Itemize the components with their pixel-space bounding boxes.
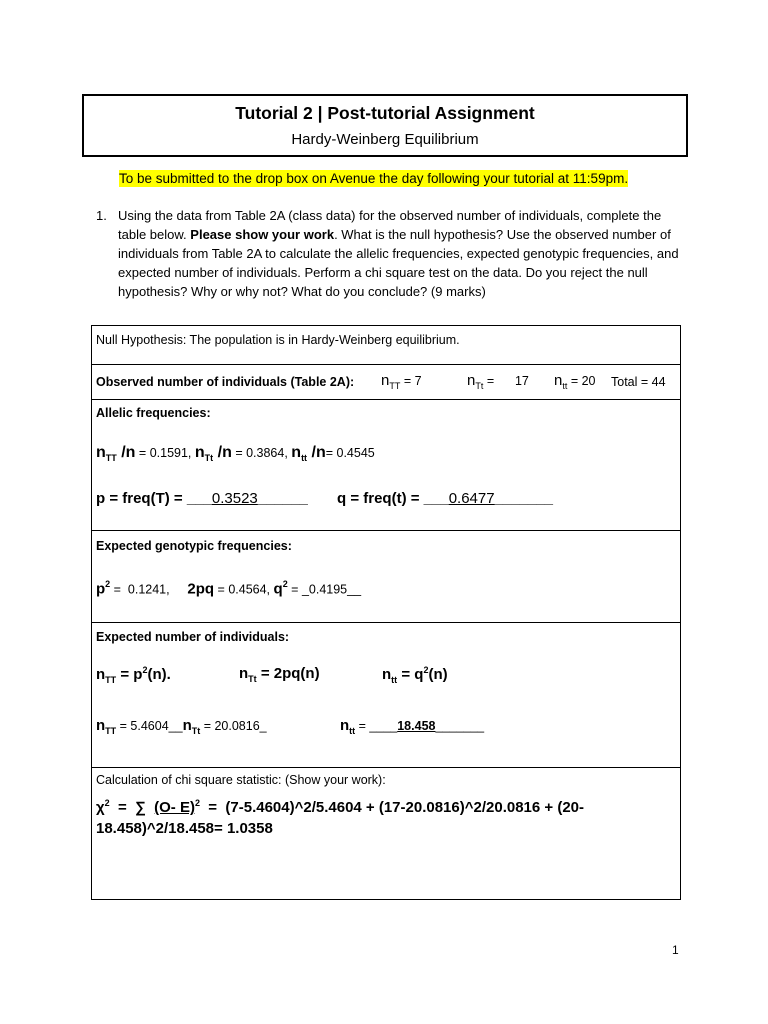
val-tt: $n_{tt}$ = ____18.458_______ xyxy=(340,717,485,737)
eq-tt: $n_{tt} = q^2(n)$ xyxy=(382,665,448,685)
question-1 xyxy=(96,206,686,301)
q-freq: q = freq(t) = ___0.6477_______ xyxy=(337,490,553,507)
allelic-heading: Allelic frequencies: xyxy=(96,406,211,420)
answer-table xyxy=(91,325,681,900)
submission-notice xyxy=(119,171,628,186)
genotypic-heading: Expected genotypic frequencies: xyxy=(96,539,292,553)
genotypic-values: $p^2 = 0.1241$, 2pq = 0.4564, $q^2$ = _0.4195__ xyxy=(96,579,362,598)
null-hypothesis-text: Null Hypothesis: The population is in Hardy-Weinberg equilibrium. xyxy=(96,333,460,347)
expected-row xyxy=(92,623,680,768)
val-TT-Tt: $n_{TT}$ = $5.4604\_\_n_{Tt}$ = 20.0816_ xyxy=(96,717,267,737)
null-hypothesis-row xyxy=(92,326,680,365)
page-title: Tutorial 2 | Post-tutorial Assignment xyxy=(235,103,535,123)
question-number: 1. xyxy=(96,208,107,223)
question-text-bold: Please show your work xyxy=(190,227,335,242)
chi-line-2: 18.458)^2/18.458= 1.0358 xyxy=(96,820,273,837)
question-text-b: . What is the null hypothesis? Use the observed number of individuals from Table 2A to calculate the allelic frequencies, expected genotypic frequencies, and expected number of individuals. Perform a chi square test on the data. Do you reject the null hypothesis? Why or why not? What do you conclude? (9 marks) xyxy=(118,227,679,299)
chi-square-row xyxy=(92,768,680,900)
eq-TT: $n_{TT} = p^2(n)$. xyxy=(96,665,171,685)
observed-ntt-upper: $n_{TT} = 7$ xyxy=(381,372,422,391)
allelic-row xyxy=(92,400,680,531)
observed-label: Observed number of individuals (Table 2A): xyxy=(96,375,355,389)
notice-highlight: To be submitted to the drop box on Avenue the day following your tutorial at 11:59pm. xyxy=(119,171,629,186)
allelic-ratios: $n_{TT}$ /n = 0.1591, $n_{Tt}$ /n = 0.3864, $n_{tt}$ /n= 0.4545 xyxy=(96,444,375,464)
page-subtitle: Hardy-Weinberg Equilibrium xyxy=(291,131,479,148)
page-number: 1 xyxy=(672,943,679,957)
chi-line-1: $\chi^2$ = ∑ (O- E)$^2$ = (7-5.4604)^2/5.4604 + (17-20.0816)^2/20.0816 + (20- xyxy=(96,798,584,816)
eq-Tt: $n_{Tt} = 2pq(n)$ xyxy=(239,665,320,684)
observed-nTt: $n_{Tt}$ = 17 xyxy=(467,372,529,391)
observed-row xyxy=(92,365,680,400)
p-freq: p = freq(T) = ___0.3523______ xyxy=(96,490,308,507)
genotypic-row xyxy=(92,531,680,623)
chi-heading: Calculation of chi square statistic: (Show your work): xyxy=(96,773,386,787)
expected-heading: Expected number of individuals: xyxy=(96,630,290,644)
question-text xyxy=(118,206,686,301)
title-box xyxy=(82,94,688,157)
question-text-a: Using the data from Table 2A (class data) for the observed number of individuals, complete the table below. xyxy=(118,208,662,242)
observed-total: Total = 44 xyxy=(611,375,666,389)
observed-ntt-lower: $n_{tt} = 20$ xyxy=(554,372,596,391)
